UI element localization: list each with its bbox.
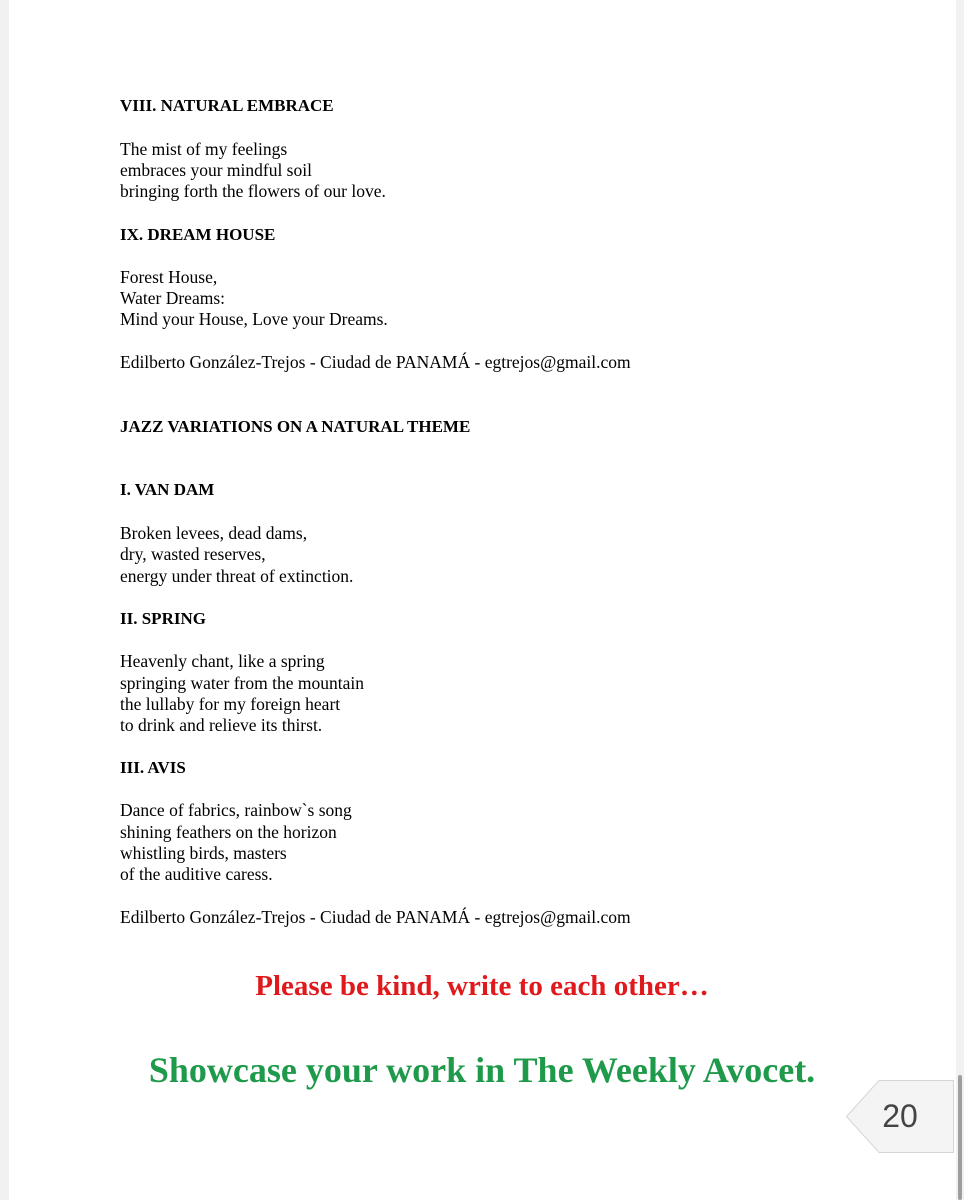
poem-line: The mist of my feelings — [120, 139, 288, 159]
kindness-callout: Please be kind, write to each other… — [255, 970, 709, 1002]
showcase-callout: Showcase your work in The Weekly Avocet. — [148, 1050, 816, 1090]
poem-line: dry, wasted reserves, — [120, 544, 266, 564]
poem-line: Heavenly chant, like a spring — [120, 651, 325, 671]
poem-line: the lullaby for my foreign heart — [120, 694, 341, 714]
poem-title-van-dam: I. VAN DAM — [120, 480, 215, 499]
poem-line: Mind your House, Love your Dreams. — [120, 309, 388, 329]
poem-title-natural-embrace: VIII. NATURAL EMBRACE — [120, 96, 334, 115]
poem-line: energy under threat of extinction. — [120, 566, 354, 586]
poem-title-avis: III. AVIS — [120, 758, 186, 777]
poem-line: springing water from the mountain — [120, 673, 364, 693]
poem-line: of the auditive caress. — [120, 864, 273, 884]
poem-line: Water Dreams: — [120, 288, 225, 308]
page-number-badge[interactable] — [846, 1080, 954, 1153]
scrollbar-track[interactable] — [956, 0, 964, 1200]
poem-line: bringing forth the flowers of our love. — [120, 181, 386, 201]
scrollbar-thumb[interactable] — [958, 1075, 962, 1200]
author-signature: Edilberto González-Trejos - Ciudad de PANAMÁ - egtrejos@gmail.com — [120, 352, 631, 372]
poem-line: Forest House, — [120, 267, 218, 287]
poem-title-dream-house: IX. DREAM HOUSE — [120, 225, 276, 244]
poem-line: Dance of fabrics, rainbow`s song — [120, 800, 352, 820]
author-signature: Edilberto González-Trejos - Ciudad de PANAMÁ - egtrejos@gmail.com — [120, 907, 631, 927]
section-title-jazz-variations: JAZZ VARIATIONS ON A NATURAL THEME — [120, 417, 471, 436]
poem-title-spring: II. SPRING — [120, 609, 206, 628]
left-margin — [0, 0, 9, 1200]
poem-line: to drink and relieve its thirst. — [120, 715, 323, 735]
poem-line: Broken levees, dead dams, — [120, 523, 308, 543]
poem-line: whistling birds, masters — [120, 843, 287, 863]
poem-line: shining feathers on the horizon — [120, 822, 337, 842]
poem-line: embraces your mindful soil — [120, 160, 312, 180]
page-number: 20 — [882, 1098, 918, 1134]
